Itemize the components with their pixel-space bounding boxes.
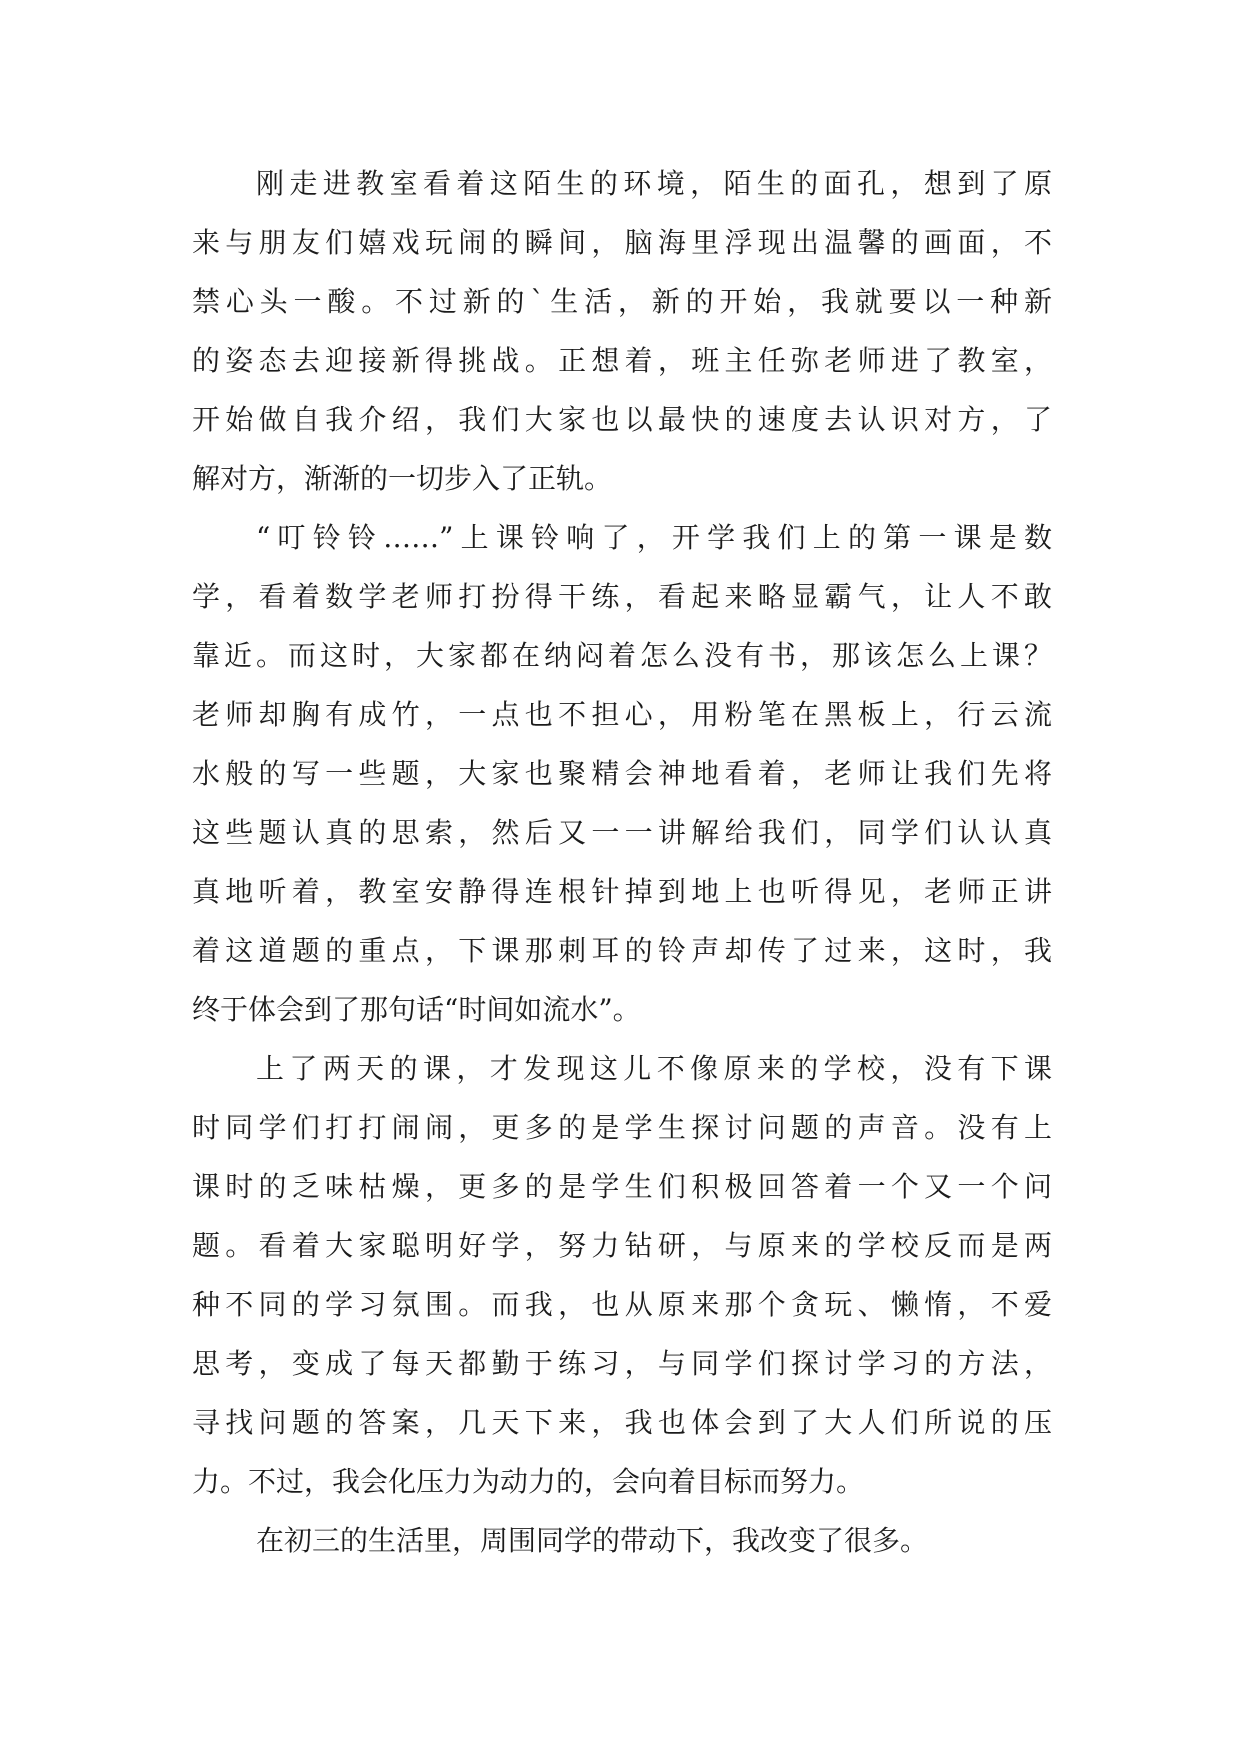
text-line: 种不同的学习氛围。而我，也从原来那个贪玩、懒惰，不爱 [192, 1288, 1052, 1321]
paragraph-2 [192, 508, 1052, 1039]
text-line: 老师却胸有成竹，一点也不担心，用粉笔在黑板上，行云流 [192, 698, 1052, 731]
text-line: 水般的写一些题，大家也聚精会神地看着，老师让我们先将 [192, 757, 1052, 790]
text-line: 课时的乏味枯燥，更多的是学生们积极回答着一个又一个问 [192, 1170, 1052, 1203]
document-body [192, 154, 1052, 1570]
text-line: 刚走进教室看着这陌生的环境，陌生的面孔，想到了原 [256, 167, 1052, 200]
text-line: 的姿态去迎接新得挑战。正想着，班主任弥老师进了教室， [192, 344, 1052, 377]
text-line: 着这道题的重点，下课那刺耳的铃声却传了过来，这时，我 [192, 934, 1052, 967]
text-line: 终于体会到了那句话“时间如流水”。 [192, 993, 641, 1026]
paragraph-3 [192, 1039, 1052, 1511]
text-line: 这些题认真的思索，然后又一一讲解给我们，同学们认认真 [192, 816, 1052, 849]
text-line: 禁心头一酸。不过新的`生活，新的开始，我就要以一种新 [192, 285, 1052, 318]
text-line: 题。看着大家聪明好学，努力钻研，与原来的学校反而是两 [192, 1229, 1052, 1262]
text-line: 学，看着数学老师打扮得干练，看起来略显霸气，让人不敢 [192, 580, 1052, 613]
text-line: 真地听着，教室安静得连根针掉到地上也听得见，老师正讲 [192, 875, 1052, 908]
text-line: 寻找问题的答案，几天下来，我也体会到了大人们所说的压 [192, 1406, 1052, 1439]
text-line: 来与朋友们嬉戏玩闹的瞬间，脑海里浮现出温馨的画面，不 [192, 226, 1052, 259]
text-line: 时同学们打打闹闹，更多的是学生探讨问题的声音。没有上 [192, 1111, 1052, 1144]
text-line: 靠近。而这时，大家都在纳闷着怎么没有书，那该怎么上课？ [192, 639, 1052, 672]
text-line: “叮铃铃……”上课铃响了，开学我们上的第一课是数 [256, 521, 1052, 554]
paragraph-1 [192, 154, 1052, 508]
text-line: 力。不过，我会化压力为动力的，会向着目标而努力。 [192, 1465, 865, 1498]
text-line: 上了两天的课，才发现这儿不像原来的学校，没有下课 [256, 1052, 1052, 1085]
text-line: 思考，变成了每天都勤于练习，与同学们探讨学习的方法， [192, 1347, 1052, 1380]
paragraph-4 [192, 1511, 1052, 1570]
text-line: 在初三的生活里，周围同学的带动下，我改变了很多。 [256, 1524, 929, 1557]
text-line: 解对方，渐渐的一切步入了正轨。 [192, 462, 613, 495]
text-line: 开始做自我介绍，我们大家也以最快的速度去认识对方，了 [192, 403, 1052, 436]
